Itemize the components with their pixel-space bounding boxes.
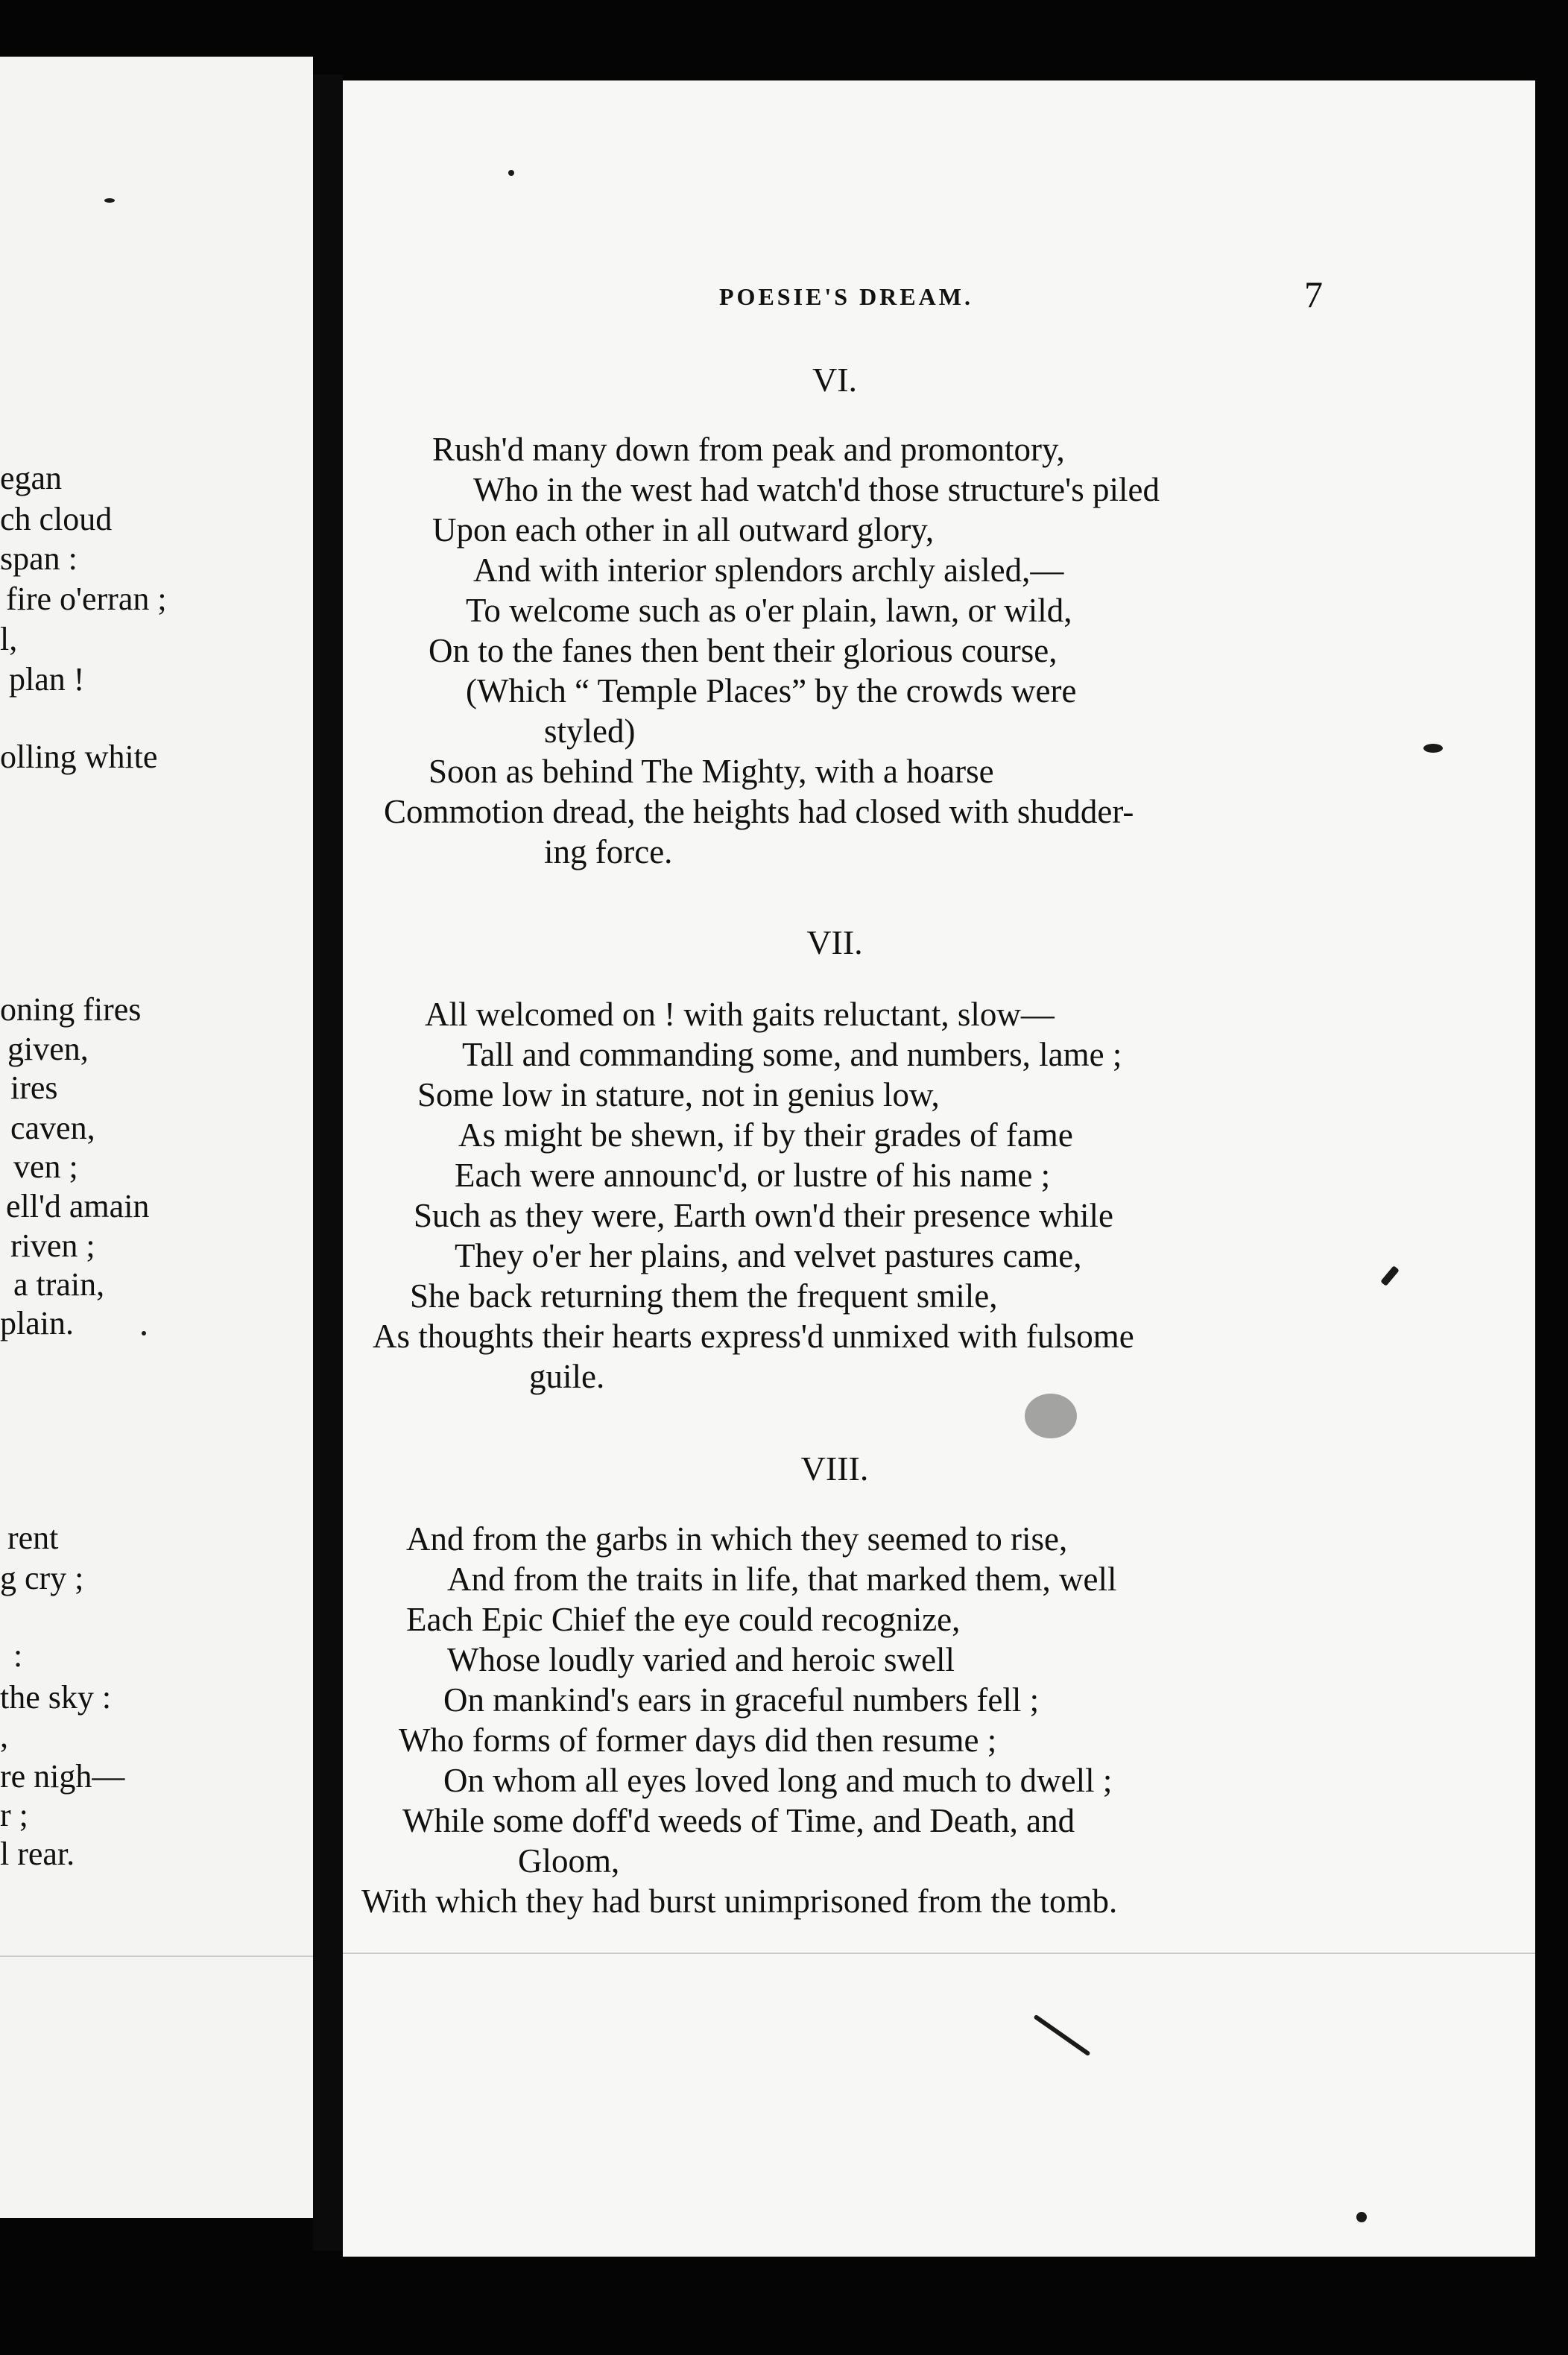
facing-line-fragment: caven, xyxy=(10,1110,95,1146)
verse-line: Such as they were, Earth own'd their presence while xyxy=(414,1197,1114,1234)
verse-line: Who forms of former days did then resume ; xyxy=(399,1722,997,1759)
verse-line: As might be shewn, if by their grades of fame xyxy=(458,1116,1073,1154)
facing-line-fragment: plain. xyxy=(0,1305,74,1341)
scan-line xyxy=(343,1953,1535,1954)
page-number: 7 xyxy=(1304,274,1323,315)
facing-line-fragment: olling white xyxy=(0,739,158,775)
facing-line-fragment: : xyxy=(13,1637,23,1674)
facing-line-fragment: plan ! xyxy=(9,661,85,698)
verse-line: She back returning them the frequent smile, xyxy=(410,1277,998,1315)
stanza-number: VII. xyxy=(806,923,863,961)
verse-line: While some doff'd weeds of Time, and Death, and xyxy=(402,1802,1075,1839)
verse-line: And from the garbs in which they seemed to rise, xyxy=(406,1520,1068,1558)
stanza-number: VI. xyxy=(812,361,858,399)
verse-line: On mankind's ears in graceful numbers fell ; xyxy=(443,1681,1040,1719)
verse-line: Some low in stature, not in genius low, xyxy=(417,1076,940,1113)
verse-line: And from the traits in life, that marked them, well xyxy=(447,1561,1117,1598)
verse-line: And with interior splendors archly aisled,— xyxy=(473,551,1064,589)
verse-line: Each Epic Chief the eye could recognize, xyxy=(406,1601,961,1638)
verse-line: On whom all eyes loved long and much to dwell ; xyxy=(443,1762,1113,1799)
verse-line: Tall and commanding some, and numbers, lame ; xyxy=(462,1036,1122,1073)
facing-line-fragment: ch cloud xyxy=(0,501,113,537)
facing-line-fragment: ven ; xyxy=(13,1148,78,1185)
verse-line: Gloom, xyxy=(518,1842,620,1880)
verse-line: Each were announc'd, or lustre of his name ; xyxy=(455,1157,1051,1194)
ink-speck xyxy=(1033,2014,1090,2057)
ink-smudge xyxy=(1025,1394,1077,1438)
verse-line: With which they had burst unimprisoned from the tomb. xyxy=(361,1883,1118,1920)
verse-line: Who in the west had watch'd those structure's piled xyxy=(473,471,1160,508)
book-gutter xyxy=(313,75,343,2251)
ink-speck xyxy=(508,170,514,176)
facing-line-fragment: g cry ; xyxy=(0,1560,84,1596)
ink-speck xyxy=(104,198,115,203)
stanza-number: VIII. xyxy=(800,1450,869,1488)
facing-line-fragment: a train, xyxy=(13,1266,105,1303)
scan-line xyxy=(0,1956,313,1957)
verse-line: To welcome such as o'er plain, lawn, or wild, xyxy=(466,592,1072,629)
facing-line-fragment: re nigh— xyxy=(0,1758,125,1795)
verse-line: Whose loudly varied and heroic swell xyxy=(447,1641,955,1678)
ink-speck xyxy=(1380,1265,1400,1286)
facing-line-fragment: l rear. xyxy=(0,1836,75,1872)
verse-line: Soon as behind The Mighty, with a hoarse xyxy=(429,753,994,790)
facing-line-fragment: , xyxy=(0,1718,8,1754)
facing-line-fragment: rent xyxy=(7,1520,59,1556)
facing-line-fragment: l, xyxy=(0,621,18,657)
verse-line: ing force. xyxy=(544,833,673,870)
facing-line-fragment: ires xyxy=(10,1069,58,1106)
verse-line: styled) xyxy=(544,712,636,750)
ink-speck xyxy=(142,1331,146,1335)
verse-line: Rush'd many down from peak and promontory, xyxy=(432,431,1065,468)
verse-line: Commotion dread, the heights had closed with shudder- xyxy=(384,793,1134,830)
ink-speck xyxy=(1356,2212,1367,2222)
facing-page-left xyxy=(0,57,313,2218)
facing-line-fragment: riven ; xyxy=(10,1227,95,1264)
facing-line-fragment: span : xyxy=(0,540,78,577)
verse-line: On to the fanes then bent their glorious course, xyxy=(429,632,1058,669)
facing-line-fragment: the sky : xyxy=(0,1679,112,1716)
facing-line-fragment: ell'd amain xyxy=(6,1188,150,1224)
facing-line-fragment: oning fires xyxy=(0,991,142,1028)
page-right xyxy=(343,80,1535,2257)
verse-line: As thoughts their hearts express'd unmixed with fulsome xyxy=(373,1318,1134,1355)
verse-line: guile. xyxy=(529,1358,605,1395)
facing-line-fragment: r ; xyxy=(0,1797,28,1833)
running-head: POESIE'S DREAM. xyxy=(719,283,973,310)
facing-line-fragment: fire o'erran ; xyxy=(6,581,167,617)
verse-line: All welcomed on ! with gaits reluctant, slow— xyxy=(425,996,1055,1033)
verse-line: (Which “ Temple Places” by the crowds were xyxy=(466,672,1077,709)
facing-line-fragment: given, xyxy=(7,1031,89,1067)
verse-line: They o'er her plains, and velvet pastures came, xyxy=(455,1237,1082,1274)
facing-line-fragment: egan xyxy=(0,460,63,496)
ink-speck xyxy=(1423,744,1443,753)
verse-line: Upon each other in all outward glory, xyxy=(432,511,935,549)
